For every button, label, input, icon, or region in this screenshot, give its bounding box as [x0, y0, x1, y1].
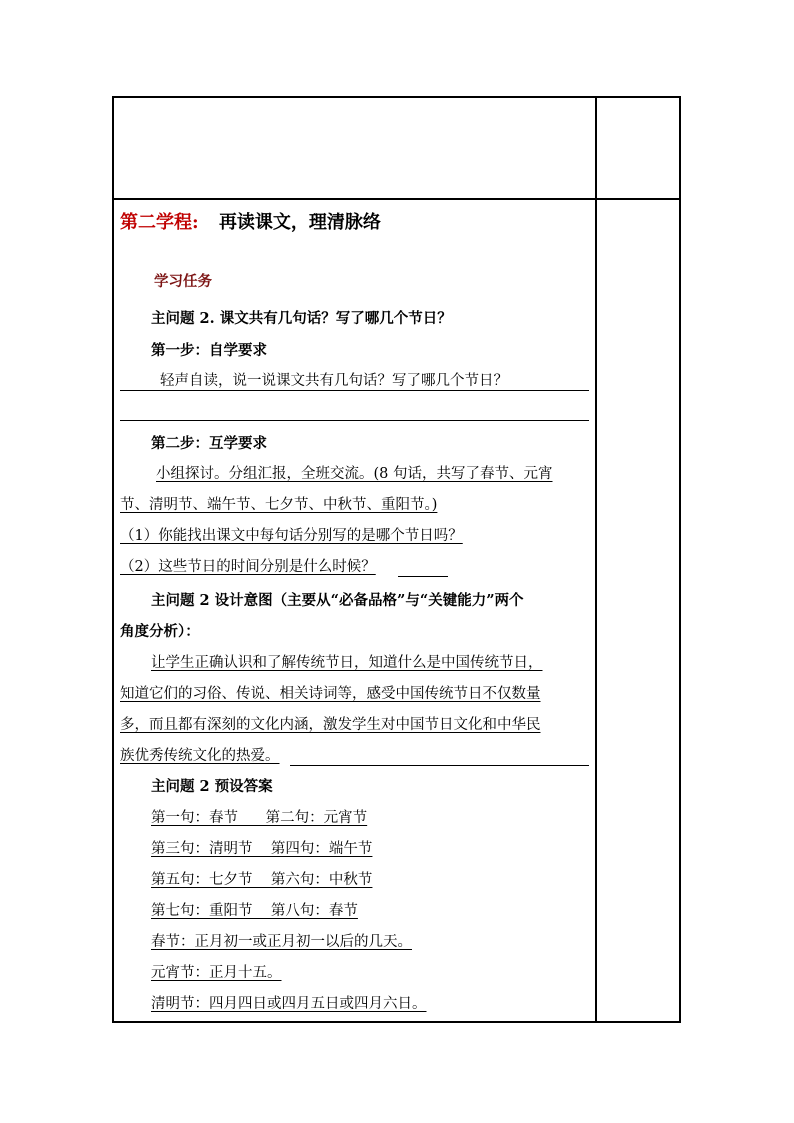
design-para-line4: 族优秀传统文化的热爱。	[120, 748, 280, 764]
answer-line: 第七句：重阳节 第八句：春节	[151, 903, 358, 919]
section-title: 再读课文，理清脉络	[218, 212, 381, 233]
section-label: 第二学程:	[120, 212, 199, 233]
step1-text: 轻声自读，说一说课文共有几句话？写了哪几个节日？	[160, 373, 508, 389]
main-question: 主问题 2. 课文共有几句话？写了哪几个节日？	[151, 310, 452, 327]
design-para-line1: 让学生正确认识和了解传统节日，知道什么是中国传统节日，	[151, 655, 543, 671]
answer-line: 元宵节：正月十五。	[151, 965, 282, 981]
table-row-divider	[112, 198, 681, 200]
step2-heading: 第二步：互学要求	[151, 435, 267, 452]
answer-line: 春节：正月初一或正月初一以后的几天。	[151, 934, 412, 950]
design-para-line3: 多，而且都有深刻的文化内涵，激发学生对中国节日文化和中华民	[120, 717, 541, 733]
answer-line: 第三句：清明节 第四句：端午节	[151, 841, 373, 857]
question2-underline-tail	[398, 576, 448, 577]
answer-line: 第一句：春节 第二句：元宵节	[151, 810, 368, 826]
step2-question1: （1）你能找出课文中每句话分别写的是哪个节日吗？	[120, 528, 463, 544]
step2-text-line1-content: 小组探讨。分组汇报，全班交流。(8 句话，共写了春节、元宵	[156, 466, 553, 482]
blank-answer-line	[120, 420, 589, 421]
design-para-line2: 知道它们的习俗、传说、相关诗词等，感受中国传统节日不仅数量	[120, 686, 541, 702]
step2-text-line1	[120, 464, 590, 484]
answer-line: 第五句：七夕节 第六句：中秋节	[151, 872, 373, 888]
design-para-underline-tail	[290, 765, 589, 766]
step2-text-line2: 节、清明节、端午节、七夕节、中秋节、重阳节。)	[120, 497, 438, 513]
step1-underline	[120, 390, 589, 391]
step2-question2: （2）这些节日的时间分别是什么时候？	[120, 559, 376, 575]
answers-heading: 主问题 2 预设答案	[151, 778, 273, 795]
design-heading-line2: 角度分析）：	[120, 623, 200, 640]
section-heading	[120, 208, 381, 234]
table-column-divider	[595, 96, 597, 1023]
task-heading: 学习任务	[154, 273, 212, 290]
answer-line: 清明节：四月四日或四月五日或四月六日。	[151, 996, 427, 1012]
step1-heading: 第一步：自学要求	[151, 342, 267, 359]
design-heading-line1: 主问题 2 设计意图（主要从“必备品格”与“关键能力”两个	[151, 592, 524, 609]
